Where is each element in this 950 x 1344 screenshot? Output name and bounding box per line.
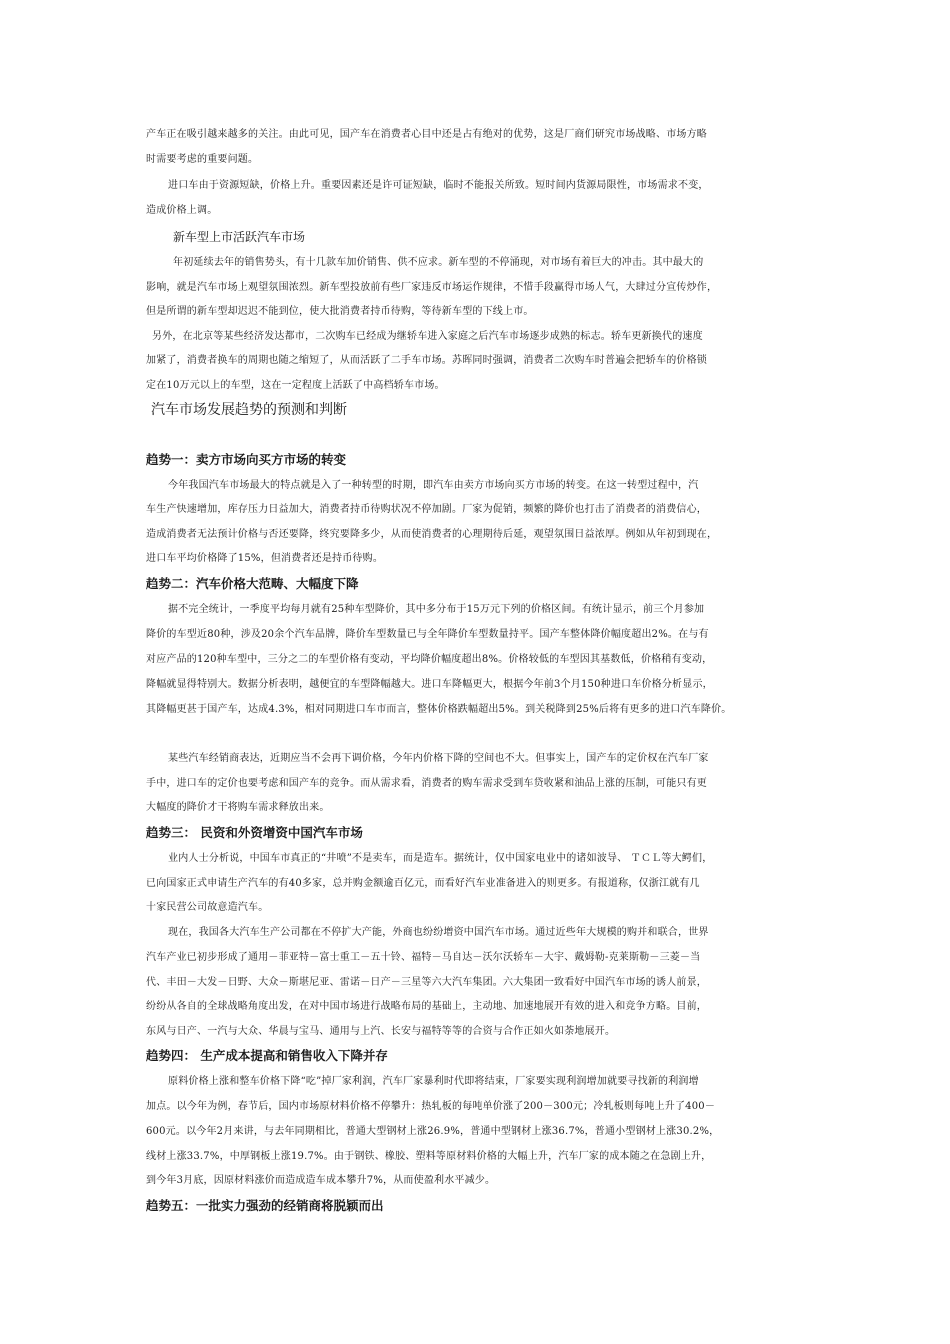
trend-heading: 趋势五：一批实力强劲的经销商将脱颖而出 (146, 1198, 384, 1213)
paragraph-line: 某些汽车经销商表达，近期应当不会再下调价格，今年内价格下降的空间也不大。但事实上，国产车的定价权在汽车厂家 (168, 753, 709, 764)
paragraph-line: 线材上涨33.7%，中厚钢板上涨19.7%。由于钢铁、橡胶、塑料等原材料价格的大幅上升，汽车厂家的成本随之在急剧上升， (146, 1151, 712, 1162)
paragraph-line: 业内人士分析说，中国车市真正的“井喷”不是卖车，而是造车。据统计，仅中国家电业中的诸如波导、 ＴＣＬ等大鳄们， (168, 853, 713, 864)
paragraph-line: 但是所谓的新车型却迟迟不能到位，使大批消费者持币待购，等待新车型的下线上市。 (146, 306, 534, 317)
paragraph-line: 今年我国汽车市场最大的特点就是入了一种转型的时期，即汽车由卖方市场向买方市场的转变。在这一转型过程中，汽 (168, 480, 699, 491)
paragraph-line: 年初延续去年的销售势头，有十几款车加价销售、供不应求。新车型的不停涌现，对市场有着巨大的冲击。其中最大的 (173, 257, 704, 268)
paragraph-line: 时需要考虑的重要问题。 (146, 154, 259, 165)
paragraph-line: 进口车平均价格降了15%，但消费者还是持币待购。 (146, 553, 384, 564)
paragraph-line: 车生产快速增加，库存压力日益加大，消费者持币待购状况不停加剧。厂家为促销，频繁的降价也打击了消费者的消费信心， (146, 504, 707, 515)
paragraph-line: 加紧了，消费者换车的周期也随之缩短了，从而活跃了二手车市场。苏晖同时强调，消费者二次购车时普遍会把轿车的价格锁 (146, 355, 707, 366)
main-heading: 汽车市场发展趋势的预测和判断 (151, 402, 347, 418)
paragraph-line: 定在10万元以上的车型，这在一定程度上活跃了中高档轿车市场。 (146, 380, 445, 391)
paragraph-line: 造成消费者无法预计价格与否还要降，终究要降多少，从而使消费者的心理期待后延，观望氛围日益浓厚。例如从年初到现在， (146, 529, 718, 540)
paragraph-line: 进口车由于资源短缺，价格上升。重要因素还是许可证短缺，临时不能报关所致。短时间内货源局限性，市场需求不变， (168, 180, 709, 191)
trend-heading: 趋势三： 民资和外资增资中国汽车市场 (146, 825, 363, 840)
paragraph-line: 东风与日产、一汽与大众、华晨与宝马、通用与上汽、长安与福特等等的合资与合作正如火如荼地展开。 (146, 1026, 616, 1037)
paragraph-line: 另外，在北京等某些经济发达都市，二次购车已经成为继轿车进入家庭之后汽车市场逐步成熟的标志。轿车更新换代的速度 (152, 331, 703, 342)
paragraph-line: 产车正在吸引越来越多的关注。由此可见，国产车在消费者心目中还是占有绝对的优势，这是厂商们研究市场战略、市场方略 (146, 129, 707, 140)
paragraph-line: 降价的车型近80种，涉及20余个汽车品牌，降价车型数量已与全年降价车型数量持平。国产车整体降价幅度超出2%。在与有 (146, 629, 709, 640)
paragraph-line: 加点。以今年为例，春节后，国内市场原材料价格不停攀升：热轧板的每吨单价涨了200－300元；冷轧板则每吨上升了400－ (146, 1101, 716, 1112)
trend-heading: 趋势二：汽车价格大范畴、大幅度下降 (146, 576, 359, 591)
paragraph-line: 十家民营公司故意造汽车。 (146, 902, 269, 913)
paragraph-line: 汽车产业已初步形成了通用－菲亚特－富士重工－五十铃、福特－马自达－沃尔沃轿车－大宇、戴姆勒-克莱斯勒－三菱－当 (146, 952, 701, 963)
trend-heading: 趋势一：卖方市场向买方市场的转变 (146, 452, 347, 467)
paragraph-line: 影响，就是汽车市场上观望氛围浓烈。新车型投放前有些厂家违反市场运作规律，不惜手段赢得市场人气，大肆过分宣传炒作， (146, 282, 718, 293)
paragraph-line: 据不完全统计，一季度平均每月就有25种车型降价，其中多分布于15万元下列的价格区间。有统计显示，前三个月参加 (168, 604, 705, 615)
paragraph-line: 现在，我国各大汽车生产公司都在不停扩大产能，外商也纷纷增资中国汽车市场。通过近些年大规模的购并和联合，世界 (168, 927, 709, 938)
paragraph-line: 对应产品的120种车型中，三分之二的车型价格有变动，平均降价幅度超出8%。价格较低的车型因其基数低，价格稍有变动， (146, 654, 713, 665)
paragraph-line: 其降幅更甚于国产车，达成4.3%，相对同期进口车市而言，整体价格跌幅超出5%。到关税降到25%后将有更多的进口汽车降价。 (146, 704, 732, 715)
paragraph-line: 降幅就显得特别大。数据分析表明，越便宜的车型降幅越大。进口车降幅更大，根据今年前3个月150种进口车价格分析显示， (146, 679, 713, 690)
trend-heading: 趋势四： 生产成本提高和销售收入下降并存 (146, 1048, 388, 1063)
paragraph-line: 手中，进口车的定价也要考虑和国产车的竞争。而从需求看，消费者的购车需求受到车贷收紧和油品上涨的压制，可能只有更 (146, 778, 707, 789)
paragraph-line: 代、丰田－大发－日野、大众－斯堪尼亚、雷诺－日产－三星等六大汽车集团。六大集团一致看好中国汽车市场的诱人前景， (146, 977, 707, 988)
paragraph-line: 造成价格上调。 (146, 205, 218, 216)
paragraph-line: 到今年3月底，因原材料涨价而造成造车成本攀升7%，从而使盈利水平减少。 (146, 1175, 496, 1186)
paragraph-line: 大幅度的降价才干将购车需求释放出来。 (146, 802, 330, 813)
paragraph-line: 纷纷从各自的全球战略角度出发，在对中国市场进行战略布局的基础上，主动地、加速地展开有效的进入和竞争方略。目前， (146, 1001, 707, 1012)
paragraph-line: 600元。以今年2月来讲，与去年同期相比，普通大型钢材上涨26.9%，普通中型钢材上涨36.7%，普通小型钢材上涨30.2%， (146, 1126, 720, 1137)
paragraph-line: 原料价格上涨和整车价格下降“吃”掉厂家利润，汽车厂家暴利时代即将结束，厂家要实现利润增加就要寻找新的利润增 (168, 1076, 699, 1087)
section-heading: 新车型上市活跃汽车市场 (173, 230, 306, 244)
paragraph-line: 已向国家正式申请生产汽车的有40多家，总并购金额逾百亿元，而看好汽车业准备进入的则更多。有报道称，仅浙江就有几 (146, 878, 700, 889)
